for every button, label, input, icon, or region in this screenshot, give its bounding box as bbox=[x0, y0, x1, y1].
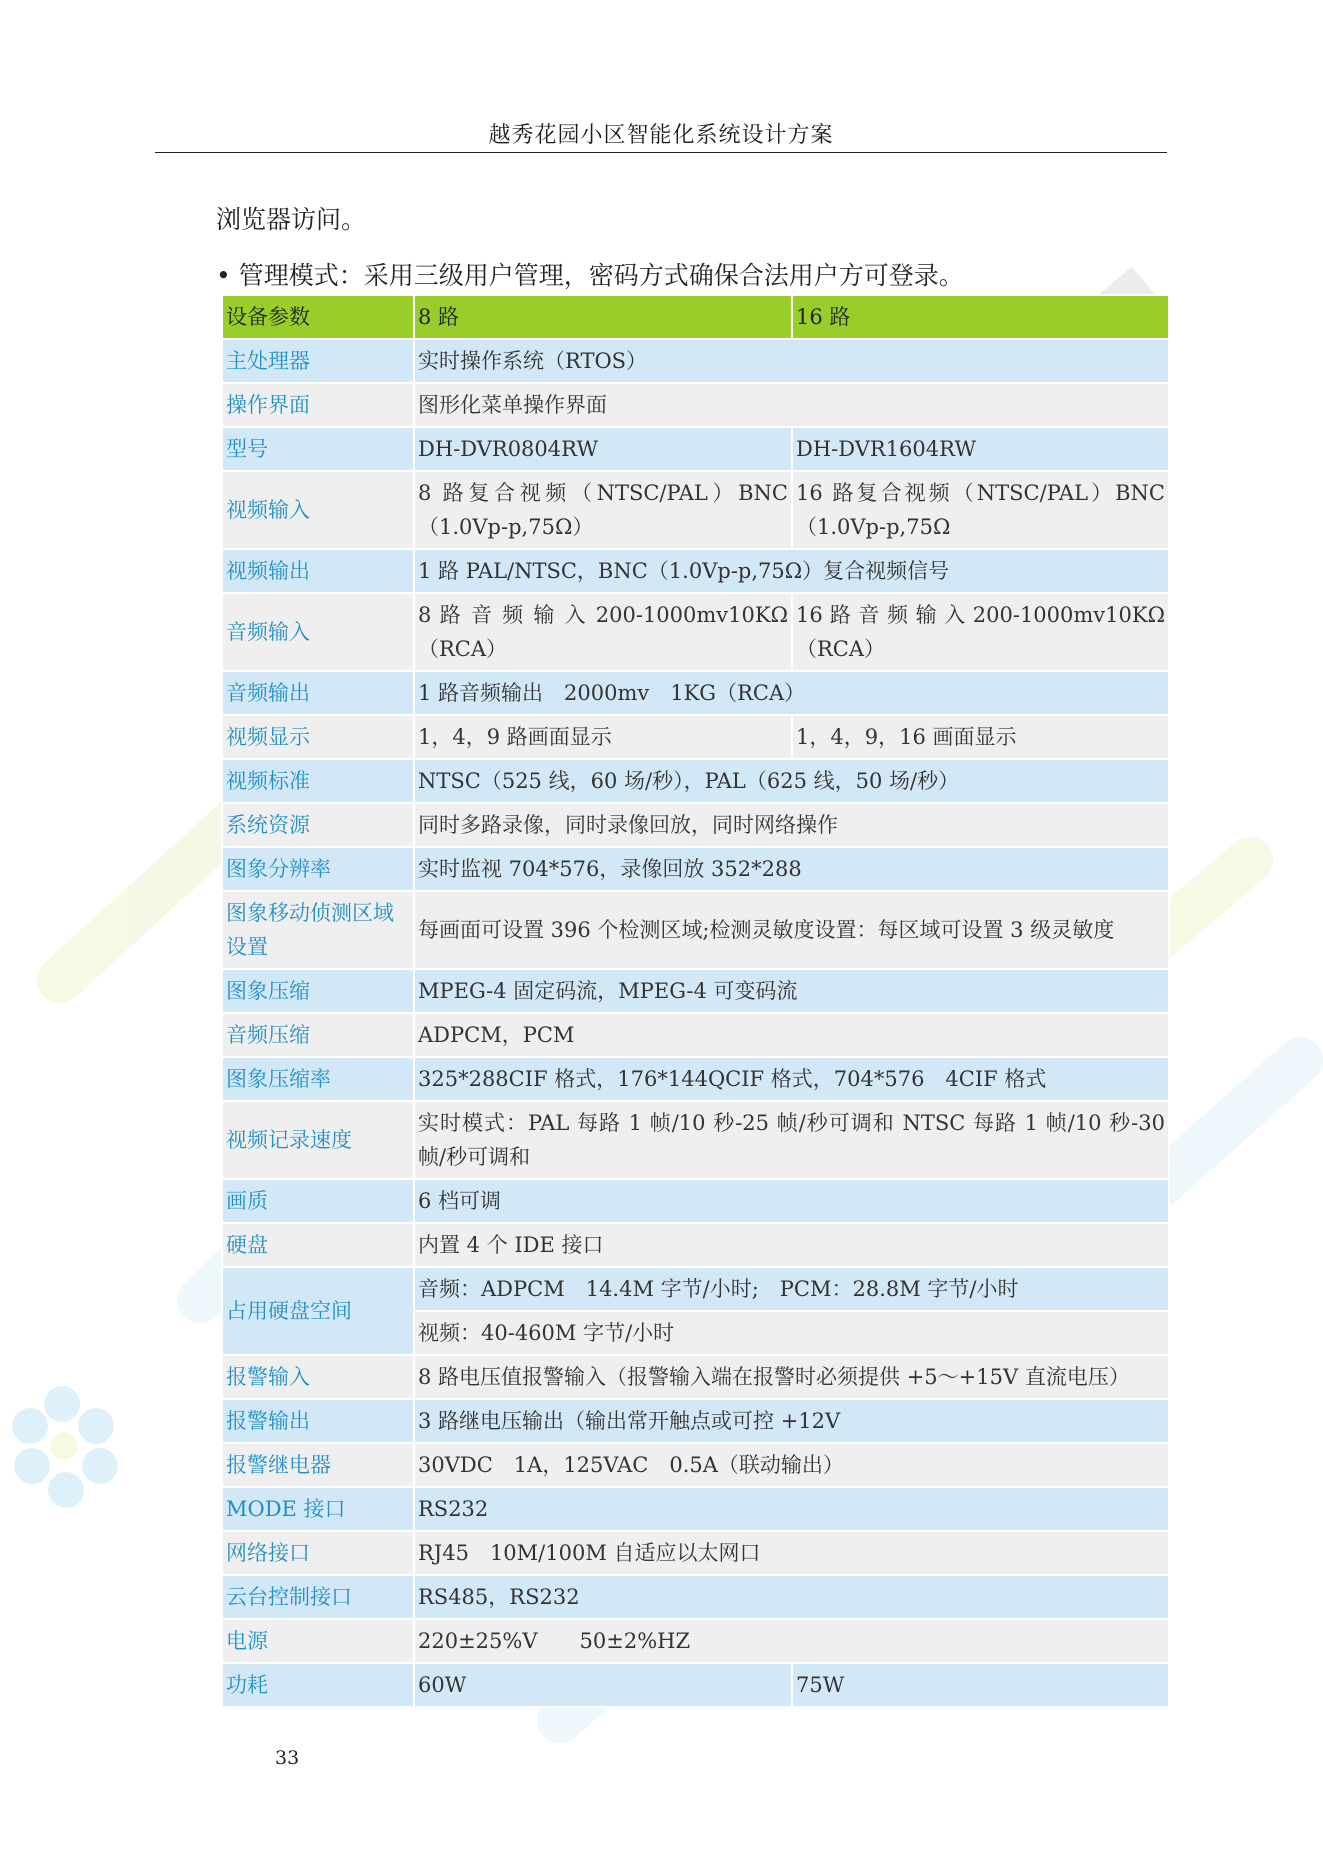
row-value-16ch: 16 路 音 频 输 入 200-1000mv10KΩ （RCA） bbox=[792, 593, 1169, 671]
row-value-16ch: 75W bbox=[792, 1663, 1169, 1707]
row-value: 实时监视 704*576，录像回放 352*288 bbox=[414, 847, 1169, 891]
row-value: 220±25%V 50±2%HZ bbox=[414, 1619, 1169, 1663]
table-row bbox=[222, 891, 1169, 969]
row-label: 音频输出 bbox=[222, 671, 414, 715]
row-value: 实时操作系统（RTOS） bbox=[414, 339, 1169, 383]
row-value-8ch: 8 路复合视频（NTSC/PAL）BNC （1.0Vp-p,75Ω） bbox=[414, 471, 792, 549]
table-row bbox=[222, 969, 1169, 1013]
table-row bbox=[222, 471, 1169, 549]
header-cell-8ch: 8 路 bbox=[414, 295, 792, 339]
row-label: 报警继电器 bbox=[222, 1443, 414, 1487]
row-value: 每画面可设置 396 个检测区域;检测灵敏度设置：每区域可设置 3 级灵敏度 bbox=[414, 891, 1169, 969]
table-row bbox=[222, 1663, 1169, 1707]
row-label: 硬盘 bbox=[222, 1223, 414, 1267]
row-label: 视频记录速度 bbox=[222, 1101, 414, 1179]
row-label: 报警输入 bbox=[222, 1355, 414, 1399]
row-label: MODE 接口 bbox=[222, 1487, 414, 1531]
table-row bbox=[222, 1267, 1169, 1311]
row-label: 报警输出 bbox=[222, 1399, 414, 1443]
header-cell-param: 设备参数 bbox=[222, 295, 414, 339]
table-row bbox=[222, 593, 1169, 671]
table-row bbox=[222, 383, 1169, 427]
row-label: 图象压缩率 bbox=[222, 1057, 414, 1101]
row-value: RS232 bbox=[414, 1487, 1169, 1531]
table-row bbox=[222, 1013, 1169, 1057]
table-row bbox=[222, 1355, 1169, 1399]
row-label: 型号 bbox=[222, 427, 414, 471]
row-label: 操作界面 bbox=[222, 383, 414, 427]
table-header-row bbox=[222, 295, 1169, 339]
row-label: 系统资源 bbox=[222, 803, 414, 847]
row-value-8ch: 8 路 音 频 输 入 200-1000mv10KΩ （RCA） bbox=[414, 593, 792, 671]
row-value-8ch: 1，4，9 路画面显示 bbox=[414, 715, 792, 759]
row-value: MPEG-4 固定码流，MPEG-4 可变码流 bbox=[414, 969, 1169, 1013]
row-value: ADPCM，PCM bbox=[414, 1013, 1169, 1057]
row-label: 云台控制接口 bbox=[222, 1575, 414, 1619]
table-row bbox=[222, 1443, 1169, 1487]
table-row bbox=[222, 1101, 1169, 1179]
row-value-16ch: DH-DVR1604RW bbox=[792, 427, 1169, 471]
row-value: 1 路音频输出 2000mv 1KG（RCA） bbox=[414, 671, 1169, 715]
row-label: 视频输出 bbox=[222, 549, 414, 593]
row-value-audio: 音频：ADPCM 14.4M 字节/小时; PCM：28.8M 字节/小时 bbox=[414, 1267, 1169, 1311]
row-label: 图象压缩 bbox=[222, 969, 414, 1013]
row-value: 图形化菜单操作界面 bbox=[414, 383, 1169, 427]
row-value-8ch: DH-DVR0804RW bbox=[414, 427, 792, 471]
row-value: 3 路继电压输出（输出常开触点或可控 +12V bbox=[414, 1399, 1169, 1443]
row-label: 音频压缩 bbox=[222, 1013, 414, 1057]
table-row bbox=[222, 1057, 1169, 1101]
row-value: RS485，RS232 bbox=[414, 1575, 1169, 1619]
table-row bbox=[222, 715, 1169, 759]
table-row bbox=[222, 1531, 1169, 1575]
row-value: 325*288CIF 格式，176*144QCIF 格式，704*576 4CIF 格式 bbox=[414, 1057, 1169, 1101]
row-label: 视频标准 bbox=[222, 759, 414, 803]
row-label: 图象移动侦测区域设置 bbox=[222, 891, 414, 969]
row-label: 电源 bbox=[222, 1619, 414, 1663]
spec-table bbox=[221, 294, 1170, 1708]
table-row bbox=[222, 1179, 1169, 1223]
running-header-title: 越秀花园小区智能化系统设计方案 bbox=[488, 123, 834, 148]
table-row bbox=[222, 1487, 1169, 1531]
row-label: 主处理器 bbox=[222, 339, 414, 383]
bullet-text-line: • 管理模式：采用三级用户管理，密码方式确保合法用户方可登录。 bbox=[216, 261, 964, 290]
table-row bbox=[222, 549, 1169, 593]
row-value: RJ45 10M/100M 自适应以太网口 bbox=[414, 1531, 1169, 1575]
row-label: 占用硬盘空间 bbox=[222, 1267, 414, 1355]
table-row bbox=[222, 1575, 1169, 1619]
row-value-16ch: 1，4，9，16 画面显示 bbox=[792, 715, 1169, 759]
table-row bbox=[222, 671, 1169, 715]
row-value: 实时模式：PAL 每路 1 帧/10 秒-25 帧/秒可调和 NTSC 每路 1 帧/10 秒-30 帧/秒可调和 bbox=[414, 1101, 1169, 1179]
row-value: 30VDC 1A，125VAC 0.5A（联动输出） bbox=[414, 1443, 1169, 1487]
row-value: 同时多路录像，同时录像回放，同时网络操作 bbox=[414, 803, 1169, 847]
row-value: 1 路 PAL/NTSC，BNC（1.0Vp-p,75Ω）复合视频信号 bbox=[414, 549, 1169, 593]
page-number: 33 bbox=[275, 1747, 300, 1769]
row-label: 图象分辨率 bbox=[222, 847, 414, 891]
table-row bbox=[222, 847, 1169, 891]
row-value-8ch: 60W bbox=[414, 1663, 792, 1707]
row-label: 网络接口 bbox=[222, 1531, 414, 1575]
header-cell-16ch: 16 路 bbox=[792, 295, 1169, 339]
row-label: 音频输入 bbox=[222, 593, 414, 671]
row-value-16ch: 16 路复合视频（NTSC/PAL）BNC （1.0Vp-p,75Ω bbox=[792, 471, 1169, 549]
body-text-line: 浏览器访问。 bbox=[216, 205, 367, 234]
row-label: 功耗 bbox=[222, 1663, 414, 1707]
row-value: 内置 4 个 IDE 接口 bbox=[414, 1223, 1169, 1267]
table-row bbox=[222, 339, 1169, 383]
table-row bbox=[222, 427, 1169, 471]
row-value: 6 档可调 bbox=[414, 1179, 1169, 1223]
table-row bbox=[222, 1399, 1169, 1443]
row-value-video: 视频：40-460M 字节/小时 bbox=[414, 1311, 1169, 1355]
table-row bbox=[222, 1619, 1169, 1663]
row-label: 视频显示 bbox=[222, 715, 414, 759]
row-value: NTSC（525 线，60 场/秒），PAL（625 线，50 场/秒） bbox=[414, 759, 1169, 803]
row-label: 画质 bbox=[222, 1179, 414, 1223]
table-row bbox=[222, 759, 1169, 803]
row-label: 视频输入 bbox=[222, 471, 414, 549]
header-divider bbox=[155, 152, 1167, 153]
table-row bbox=[222, 803, 1169, 847]
row-value: 8 路电压值报警输入（报警输入端在报警时必须提供 +5～+15V 直流电压） bbox=[414, 1355, 1169, 1399]
table-row bbox=[222, 1223, 1169, 1267]
